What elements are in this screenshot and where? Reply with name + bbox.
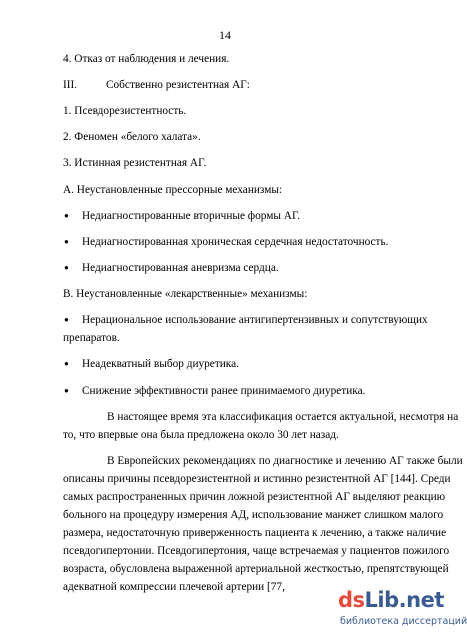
- watermark: [338, 588, 467, 634]
- list-item: B. Неустановленные «лекарственные» механизмы:: [63, 288, 308, 300]
- paragraph-line: возраста, обусловлена выраженной артериальной жесткостью, препятствующей: [63, 563, 449, 575]
- list-item: 4. Отказ от наблюдения и лечения.: [63, 53, 230, 65]
- section-numeral: III.: [63, 79, 78, 91]
- list-item: 2. Феномен «белого халата».: [63, 131, 201, 143]
- list-item: 3. Истинная резистентная АГ.: [63, 157, 207, 169]
- watermark-subtitle: библиотека диссертаций: [340, 616, 467, 627]
- paragraph-line: размера, недостаточную приверженность пациента к лечению, а также наличие: [63, 527, 447, 539]
- bullet-icon: ●: [64, 315, 69, 324]
- bullet-icon: ●: [64, 237, 69, 246]
- bullet-item: Неадекватный выбор диуретика.: [82, 358, 239, 370]
- bullet-item: Нерациональное использование антигипертензивных и сопутствующих: [82, 314, 428, 326]
- paragraph-line: В Европейских рекомендациях по диагностике и лечению АГ также были: [107, 455, 463, 467]
- paragraph-line: то, что впервые она была предложена около 30 лет назад.: [63, 429, 339, 441]
- bullet-item: Недиагностированная аневризма сердца.: [82, 262, 279, 274]
- watermark-logo: dsLib.net: [338, 588, 444, 612]
- bullet-item: Недиагностированная хроническая сердечная недостаточность.: [82, 236, 389, 248]
- list-item: 1. Псевдорезистентность.: [63, 105, 187, 117]
- bullet-item: Недиагностированные вторичные формы АГ.: [82, 210, 301, 222]
- section-heading: Собственно резистентная АГ:: [106, 79, 250, 91]
- bullet-icon: ●: [64, 359, 69, 368]
- bullet-item-continuation: препаратов.: [63, 332, 120, 344]
- list-item: A. Неустановленные прессорные механизмы:: [63, 184, 283, 196]
- page-number: 14: [219, 28, 231, 42]
- paragraph-line: псевдогипертонии. Псевдогипертония, чаще встречаемая у пациентов пожилого: [63, 545, 450, 557]
- bullet-icon: ●: [64, 211, 69, 220]
- paragraph-line: описаны причины псевдорезистентной и истинно резистентной АГ [144]. Среди: [63, 473, 451, 485]
- bullet-icon: ●: [64, 263, 69, 272]
- paragraph-line: В настоящее время эта классификация остается актуальной, несмотря на: [107, 411, 459, 423]
- paragraph-line: самых распространенных причин ложной резистентной АГ выделяют реакцию: [63, 491, 446, 503]
- bullet-item: Снижение эффективности ранее принимаемого диуретика.: [82, 385, 366, 397]
- bullet-icon: ●: [64, 386, 69, 395]
- paragraph-line: адекватной компрессии плечевой артерии [77,: [63, 581, 285, 593]
- paragraph-line: больного на процедуру измерения АД, использование манжет слишком малого: [63, 509, 444, 521]
